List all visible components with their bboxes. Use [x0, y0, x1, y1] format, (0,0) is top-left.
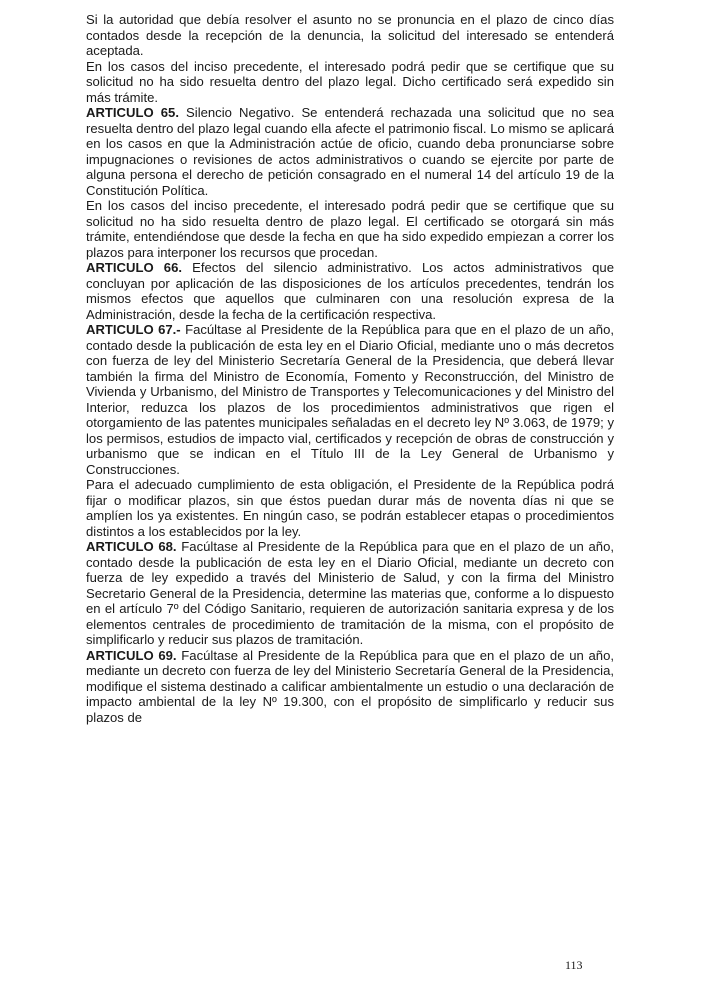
paragraph-text: Facúltase al Presidente de la República para que en el plazo de un año, contado desde la publicación de esta ley en el Diario Oficial, mediante un decreto con fuerza de ley expedido a través del Ministerio de Salud, y con la firma del Ministro Secretario General de la Presidencia, determine las materias que, conforme a lo dispuesto en el artículo 7º del Código Sanitario, requieren de autorización sanitaria expresa y de los elementos centrales de procedimiento de tramitación de la misma, con el propósito de simplificarlo y reducir sus plazos de tramitación. — [86, 539, 614, 647]
paragraph-2 — [86, 59, 614, 106]
paragraph-text: Facúltase al Presidente de la República para que en el plazo de un año, contado desde la publicación de esta ley en el Diario Oficial, mediante uno o más decretos con fuerza de ley del Ministerio Secretaría General de la Presidencia, que deberá llevar también la firma del Ministro de Economía, Fomento y Reconstrucción, del Ministro de Vivienda y Urbanismo, del Ministro de Transportes y Telecomunicaciones y del Ministro del Interior, reduzca los plazos de los procedimientos administrativos que rigen el otorgamiento de las patentes municipales señaladas en el decreto ley Nº 3.063, de 1979; y los permisos, estudios de impacto vial, certificados y recepción de obras de construcción y urbanismo que se indican en el Título III de la Ley General de Urbanismo y Construcciones. — [86, 322, 614, 477]
paragraph-text: En los casos del inciso precedente, el interesado podrá pedir que se certifique que su solicitud no ha sido resuelta dentro del plazo legal. Dicho certificado será expedido sin más trámite. — [86, 58, 614, 105]
paragraph-7 — [86, 477, 614, 539]
paragraph-1 — [86, 12, 614, 59]
paragraph-text: En los casos del inciso precedente, el interesado podrá pedir que se certifique que su solicitud no ha sido resuelta dentro de plazo legal. El certificado se otorgará sin más trámite, entendiéndose que desde la fecha en que ha sido expedido empiezan a correr los plazos para interponer los recursos que procedan. — [86, 198, 614, 260]
article-65 — [86, 105, 614, 198]
paragraph-4 — [86, 198, 614, 260]
article-heading: ARTICULO 65. — [86, 105, 179, 120]
article-heading: ARTICULO 66. — [86, 260, 182, 275]
document-body — [86, 12, 614, 725]
page-number: 113 — [565, 958, 583, 972]
paragraph-text: Si la autoridad que debía resolver el asunto no se pronuncia en el plazo de cinco días contados desde la recepción de la denuncia, la solicitud del interesado se entenderá aceptada. — [86, 12, 614, 58]
article-heading: ARTICULO 67.- — [86, 322, 181, 337]
article-66 — [86, 260, 614, 322]
paragraph-text: Facúltase al Presidente de la República para que en el plazo de un año, mediante un decreto con fuerza de ley del Ministerio Secretaría General de la Presidencia, modifique el sistema destinado a calificar ambientalmente un estudio o una declaración de impacto ambiental de la ley Nº 19.300, con el propósito de simplificarlo y reducir sus plazos de — [86, 647, 614, 725]
article-heading: ARTICULO 68. — [86, 539, 177, 554]
article-69 — [86, 648, 614, 726]
paragraph-text: Silencio Negativo. Se entenderá rechazada una solicitud que no sea resuelta dentro del plazo legal cuando ella afecte el patrimonio fiscal. Lo mismo se aplicará en los casos en que la Administración actúe de oficio, cuando deba pronunciarse sobre impugnaciones o revisiones de actos administrativos o cuando se ejercite por parte de alguna persona el derecho de petición consagrado en el numeral 14 del artículo 19 de la Constitución Política. — [86, 105, 614, 198]
article-heading: ARTICULO 69. — [86, 647, 177, 663]
article-67 — [86, 322, 614, 477]
article-68 — [86, 539, 614, 648]
paragraph-text: Para el adecuado cumplimiento de esta obligación, el Presidente de la República podrá fijar o modificar plazos, sin que éstos puedan durar más de noventa días ni que se amplíen los ya existentes. En ningún caso, se podrán establecer etapas o procedimientos distintos a los establecidos por la ley. — [86, 477, 614, 539]
paragraph-text: Efectos del silencio administrativo. Los actos administrativos que concluyan por aplicación de las disposiciones de los artículos precedentes, tendrán los mismos efectos que aquellos que culminaren con una resolución expresa de la Administración, desde la fecha de la certificación respectiva. — [86, 260, 614, 322]
